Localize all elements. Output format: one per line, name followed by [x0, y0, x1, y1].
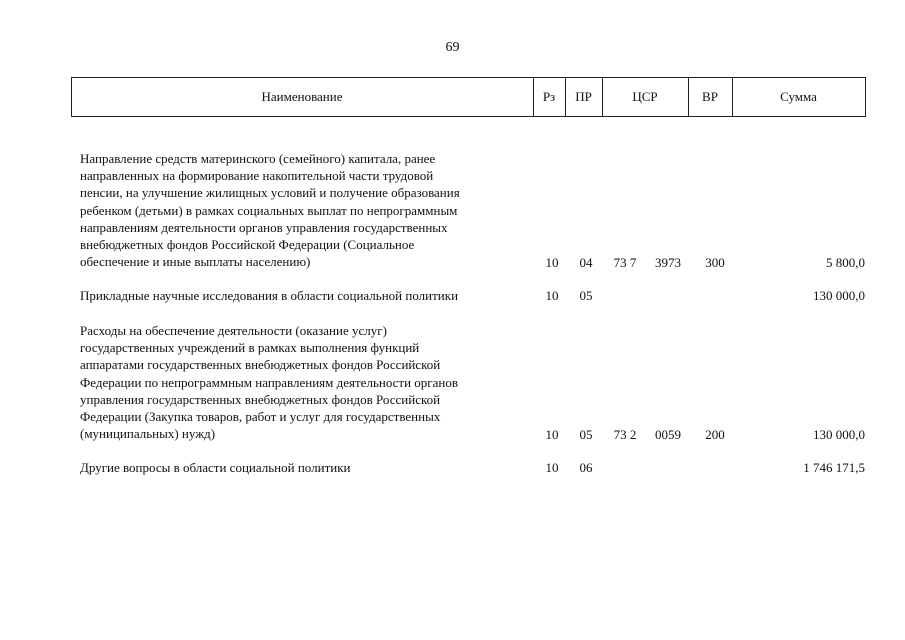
- table-row: [0, 287, 905, 304]
- header-vr: ВР: [702, 89, 718, 104]
- row-sum: 1 746 171,5: [803, 459, 865, 475]
- row-sum: 130 000,0: [813, 287, 865, 303]
- row-name: Направление средств материнского (семейного) капитала, ранее направленных на формирование накопительной части трудовой пенсии, на улучшение жилищных условий и получение образования ребенком (детьми) в рамках социальных выплат по непрограммным направлениям деятельности органов управления государственных внебюджетных фондов Российской Федерации (Социальное обеспечение и иные выплаты населению): [80, 151, 460, 270]
- table-row: [0, 150, 905, 271]
- row-pr: 04: [579, 254, 593, 270]
- header-csr: ЦСР: [632, 89, 658, 104]
- row-name: Расходы на обеспечение деятельности (оказание услуг) государственных учреждений в рамках выполнения функций аппаратами государственных внебюджетных фондов Российской Федерации по непрограммным направлениям деятельности органов управления государственных внебюджетных фондов Российской Федерации (Закупка товаров, работ и услуг для государственных (муниципальных) нужд): [80, 323, 459, 442]
- row-pr: 06: [579, 459, 593, 475]
- row-name: Другие вопросы в области социальной политики: [80, 460, 351, 475]
- row-csr-program: 73 2: [613, 426, 637, 442]
- row-pr: 05: [579, 426, 593, 442]
- row-rz: 10: [545, 459, 559, 475]
- page-number: 69: [445, 40, 460, 55]
- header-sum: Сумма: [780, 89, 817, 104]
- row-rz: 10: [545, 426, 559, 442]
- header-pr: ПР: [575, 89, 592, 104]
- row-rz: 10: [545, 254, 559, 270]
- row-name: Прикладные научные исследования в области социальной политики: [80, 288, 459, 303]
- header-rz: Рз: [542, 89, 556, 104]
- row-csr-code: 0059: [655, 426, 681, 442]
- row-vr: 200: [705, 426, 725, 442]
- table-row: [0, 459, 905, 476]
- table-header: [71, 77, 866, 117]
- header-name: Наименование: [261, 89, 343, 104]
- table-row: [0, 322, 905, 443]
- row-rz: 10: [545, 287, 559, 303]
- header-divider: [865, 78, 866, 116]
- row-sum: 130 000,0: [813, 426, 865, 442]
- row-pr: 05: [579, 287, 593, 303]
- row-vr: 300: [705, 254, 725, 270]
- row-csr-code: 3973: [655, 254, 681, 270]
- row-csr-program: 73 7: [613, 254, 637, 270]
- row-sum: 5 800,0: [826, 254, 865, 270]
